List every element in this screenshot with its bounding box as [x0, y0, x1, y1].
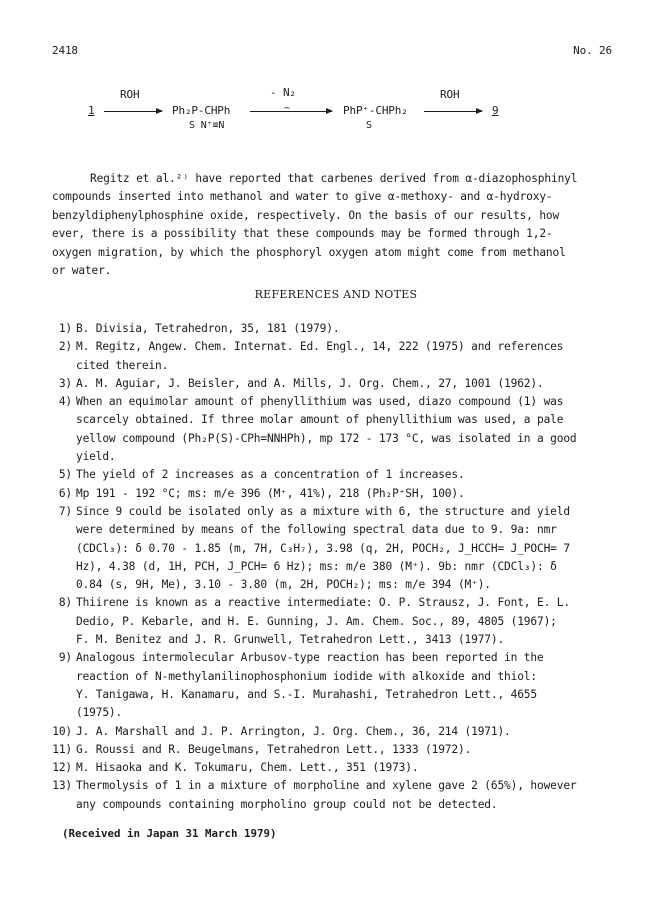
- light-icon: ~: [284, 103, 290, 114]
- paragraph-line: Regitz et al.²⁾ have reported that carbenes derived from α-diazophosphinyl: [90, 172, 578, 185]
- reference-item: [50, 320, 630, 338]
- received-date: (Received in Japan 31 March 1979): [62, 827, 277, 840]
- reaction-arrow-1: [104, 111, 162, 112]
- reference-item: [50, 594, 630, 649]
- reference-line: Analogous intermolecular Arbusov-type reaction has been reported in the: [76, 651, 544, 665]
- reference-number: 2): [58, 340, 72, 354]
- reference-item: [50, 485, 630, 503]
- reaction-scheme: [0, 84, 672, 144]
- reference-line: reaction of N-methylanilinophosphonium iodide with alkoxide and thiol:: [76, 669, 537, 683]
- reference-item: [50, 649, 630, 722]
- reference-number: 3): [58, 376, 72, 390]
- reference-item: [50, 759, 630, 777]
- scheme-reagent-1: ROH: [120, 88, 140, 101]
- reference-line: G. Roussi and R. Beugelmans, Tetrahedron Lett., 1333 (1972).: [76, 742, 472, 756]
- reference-number: 4): [58, 395, 72, 409]
- reference-line: yield.: [76, 450, 116, 464]
- scheme-reagent-2: - N₂: [270, 86, 296, 99]
- paragraph-line: oxygen migration, by which the phosphoryl oxygen atom might come from methanol: [52, 245, 566, 259]
- reference-line: The yield of 2 increases as a concentration of 1 increases.: [76, 468, 465, 482]
- reference-line: B. Divisia, Tetrahedron, 35, 181 (1979).: [76, 322, 340, 335]
- reference-line: 0.84 (s, 9H, Me), 3.10 - 3.80 (m, 2H, POCH₂); ms: m/e 394 (M⁺).: [76, 578, 491, 592]
- reference-line: yellow compound (Ph₂P(S)-CPh=NNHPh), mp 172 - 173 °C, was isolated in a good: [76, 431, 577, 445]
- reference-line: cited therein.: [76, 358, 169, 372]
- paragraph-line: or water.: [52, 264, 112, 278]
- reference-line: M. Regitz, Angew. Chem. Internat. Ed. Engl., 14, 222 (1975) and references: [76, 340, 564, 354]
- reference-line: Thiirene is known as a reactive intermediate: O. P. Strausz, J. Font, E. L.: [76, 596, 570, 610]
- scheme-intermediate-2-substituent: S: [366, 120, 372, 131]
- reference-line: Y. Tanigawa, H. Kanamaru, and S.-I. Murahashi, Tetrahedron Lett., 4655: [76, 687, 537, 701]
- scheme-product: 9: [492, 104, 499, 117]
- reference-number: 1): [58, 322, 72, 335]
- reference-item: [50, 393, 630, 466]
- reference-item: [50, 466, 630, 484]
- body-paragraph: [52, 170, 624, 280]
- reference-line: (CDCl₃): δ 0.70 - 1.85 (m, 7H, C₃H₇), 3.98 (q, 2H, POCH₂, J_HCCH= J_POCH= 7: [76, 541, 570, 555]
- reference-line: When an equimolar amount of phenyllithium was used, diazo compound (1) was: [76, 395, 564, 409]
- issue-number: No. 26: [573, 44, 612, 57]
- page-number: 2418: [52, 44, 78, 57]
- scheme-intermediate-1-substituents: S N⁺≡N: [189, 120, 225, 131]
- paragraph-line: benzyldiphenylphosphine oxide, respectively. On the basis of our results, how: [52, 208, 560, 222]
- reference-item: [50, 723, 630, 741]
- references-heading: REFERENCES AND NOTES: [254, 288, 418, 301]
- reference-line: were determined by means of the following spectral data due to 9. 9a: nmr: [76, 523, 557, 537]
- reference-number: 6): [58, 486, 72, 500]
- reference-line: A. M. Aguiar, J. Beisler, and A. Mills, J. Org. Chem., 27, 1001 (1962).: [76, 376, 544, 390]
- reference-item: [50, 777, 630, 814]
- reference-number: 7): [58, 504, 72, 518]
- reference-number: 10): [52, 724, 72, 738]
- reaction-arrow-2: [250, 111, 332, 112]
- reference-item: [50, 338, 630, 375]
- reference-line: Thermolysis of 1 in a mixture of morpholine and xylene gave 2 (65%), however: [76, 779, 577, 793]
- references-list: [50, 320, 630, 814]
- reference-line: J. A. Marshall and J. P. Arrington, J. Org. Chem., 36, 214 (1971).: [76, 724, 511, 738]
- reaction-arrow-3: [424, 111, 482, 112]
- reference-line: any compounds containing morpholino group could not be detected.: [76, 797, 498, 811]
- reference-item: [50, 375, 630, 393]
- paragraph-line: compounds inserted into methanol and water to give α-methoxy- and α-hydroxy-: [52, 190, 553, 204]
- reference-line: (1975).: [76, 706, 123, 720]
- paragraph-line: ever, there is a possibility that these compounds may be formed through 1,2-: [52, 227, 553, 241]
- scheme-intermediate-1: Ph₂P-CHPh: [172, 104, 231, 117]
- scheme-reagent-3: ROH: [440, 88, 460, 101]
- scheme-intermediate-2: PhP⁺-CHPh₂: [343, 104, 408, 117]
- reference-number: 8): [58, 596, 72, 610]
- reference-line: Dedio, P. Kebarle, and H. E. Gunning, J. Am. Chem. Soc., 89, 4805 (1967);: [76, 614, 557, 628]
- reference-line: F. M. Benitez and J. R. Grunwell, Tetrahedron Lett., 3413 (1977).: [76, 633, 505, 647]
- reference-line: Since 9 could be isolated only as a mixture with 6, the structure and yield: [76, 504, 570, 518]
- reference-number: 12): [52, 761, 72, 775]
- reference-line: scarcely obtained. If three molar amount of phenyllithium was used, a pale: [76, 413, 564, 427]
- reference-line: Hz), 4.38 (d, 1H, PCH, J_PCH= 6 Hz); ms: m/e 380 (M⁺). 9b: nmr (CDCl₃): δ: [76, 559, 557, 573]
- reference-number: 5): [58, 468, 72, 482]
- reference-line: Mp 191 - 192 °C; ms: m/e 396 (M⁺, 41%), 218 (Ph₂P⁺SH, 100).: [76, 486, 465, 500]
- reference-line: M. Hisaoka and K. Tokumaru, Chem. Lett., 351 (1973).: [76, 761, 419, 775]
- reference-number: 13): [52, 779, 72, 793]
- reference-number: 9): [58, 651, 72, 665]
- scheme-start-compound: 1: [88, 104, 95, 117]
- reference-item: [50, 741, 630, 759]
- reference-number: 11): [52, 742, 72, 756]
- reference-item: [50, 503, 630, 594]
